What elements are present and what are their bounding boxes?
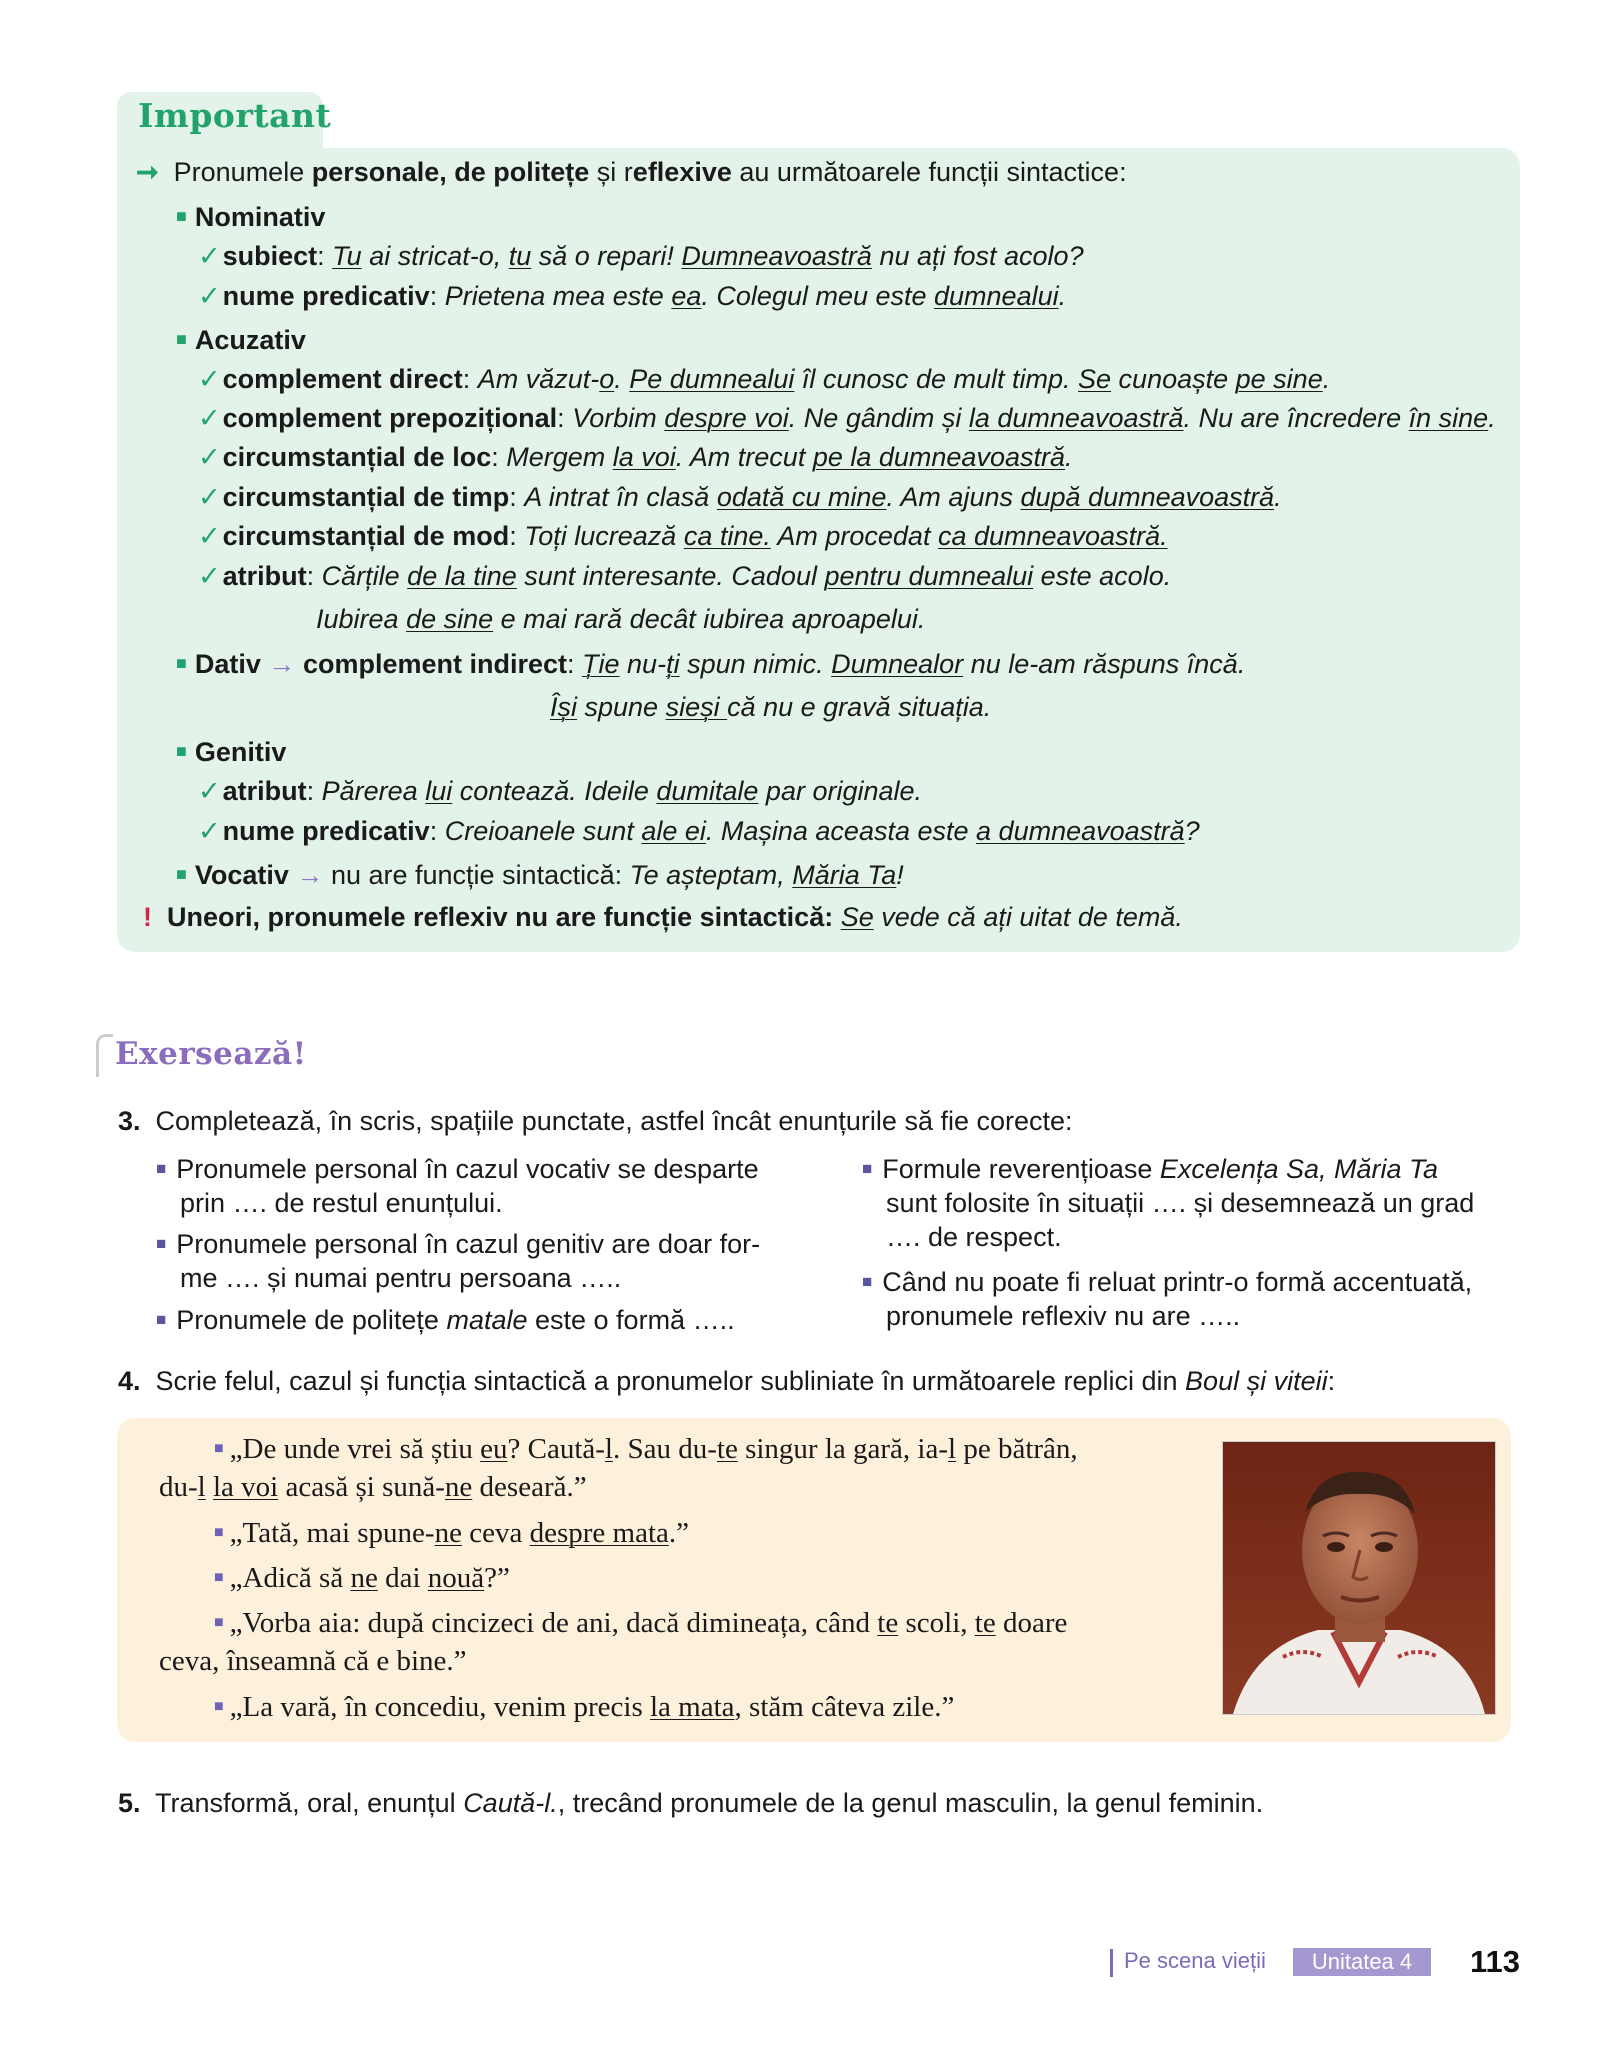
- quote-3: ■ „Adică să ne dai nouă?”: [214, 1562, 510, 1594]
- case-nominativ: ■ Nominativ: [176, 202, 326, 232]
- check-icon: ✓: [198, 816, 221, 846]
- case-genitiv: ■ Genitiv: [176, 737, 287, 767]
- q3-item-2: ■ Pronumele personal în cazul genitiv are doar for- me …. și numai pentru persoana …..: [156, 1229, 761, 1293]
- square-bullet-icon: ■: [214, 1524, 224, 1541]
- footer-divider: [1110, 1949, 1113, 1977]
- square-bullet-icon: ■: [214, 1614, 224, 1631]
- square-bullet-icon: ■: [214, 1440, 224, 1457]
- square-bullet-icon: ■: [156, 1159, 167, 1178]
- important-intro: ➞ Pronumele personale, de politețe și reflexive au următoarele funcții sintactice:: [136, 157, 1127, 187]
- q3-item-3: ■ Pronumele de politețe matale este o formă …..: [156, 1305, 735, 1335]
- footer-unit-badge: Unitatea 4: [1293, 1948, 1431, 1976]
- function-atribut: ✓atribut: Cărțile de la tine sunt interesante. Cadoul pentru dumnealui este acolo.: [198, 561, 1172, 591]
- case-dativ: ■ Dativ → complement indirect: Ție nu-ți spun nimic. Dumnealor nu le-am răspuns încă.: [176, 649, 1246, 679]
- square-bullet-icon: ■: [156, 1310, 167, 1329]
- section-corner-decoration: [96, 1034, 113, 1077]
- question-3: 3. Completează, în scris, spațiile punctate, astfel încât enunțurile să fie corecte:: [118, 1106, 1073, 1136]
- function-circumstantial-loc: ✓circumstanțial de loc: Mergem la voi. Am trecut pe la dumneavoastră.: [198, 442, 1073, 472]
- dativ-example-2: Își spune sieși că nu e gravă situația.: [550, 692, 992, 722]
- arrow-right-icon: ➞: [136, 157, 159, 187]
- footer-section: Pe scena vieții: [1124, 1948, 1266, 1973]
- function-subiect: ✓subiect: Tu ai stricat-o, tu să o repari! Dumneavoastră nu ați fost acolo?: [198, 241, 1084, 271]
- quote-1: ■ „De unde vrei să știu eu? Caută-l. Sau du-te singur la gară, ia-l pe bătrân,: [214, 1433, 1078, 1465]
- arrow-right-icon: →: [296, 860, 324, 890]
- quote-4: ■ „Vorba aia: după cincizeci de ani, dacă dimineața, când te scoli, te doare: [214, 1607, 1068, 1639]
- q3-item-5: ■ Când nu poate fi reluat printr-o formă accentuată, pronumele reflexiv nu are …..: [862, 1267, 1473, 1331]
- important-note: ! Uneori, pronumele reflexiv nu are funcție sintactică: Se vede că ați uitat de temă.: [143, 902, 1183, 932]
- case-acuzativ: ■ Acuzativ: [176, 325, 306, 355]
- page-number: 113: [1470, 1944, 1521, 1979]
- square-bullet-icon: ■: [214, 1698, 224, 1715]
- case-vocativ: ■ Vocativ → nu are funcție sintactică: Te așteptam, Măria Ta!: [176, 860, 904, 890]
- function-circumstantial-timp: ✓circumstanțial de timp: A intrat în clasă odată cu mine. Am ajuns după dumneavoastră.: [198, 482, 1282, 512]
- exclamation-icon: !: [143, 902, 152, 932]
- check-icon: ✓: [198, 403, 221, 433]
- square-bullet-icon: ■: [862, 1272, 873, 1291]
- quote-4-line-2: ceva, înseamnă că e bine.”: [159, 1645, 467, 1677]
- arrow-right-icon: →: [268, 649, 296, 679]
- square-bullet-icon: ■: [176, 329, 187, 349]
- square-bullet-icon: ■: [176, 206, 187, 226]
- check-icon: ✓: [198, 364, 221, 394]
- question-4: 4. Scrie felul, cazul și funcția sintactică a pronumelor subliniate în următoarele replici din Boul și viteii:: [118, 1366, 1336, 1396]
- q3-item-1: ■ Pronumele personal în cazul vocativ se desparte prin …. de restul enunțului.: [156, 1154, 759, 1218]
- quote-2: ■ „Tată, mai spune-ne ceva despre mata.”: [214, 1517, 690, 1549]
- function-complement-prepozitional: ✓complement prepozițional: Vorbim despre voi. Ne gândim și la dumneavoastră. Nu are încredere în sine.: [198, 403, 1496, 433]
- atribut-example-2: Iubirea de sine e mai rară decât iubirea aproapelui.: [316, 604, 926, 634]
- check-icon: ✓: [198, 281, 221, 311]
- question-5: 5. Transformă, oral, enunțul Caută-l., trecând pronumele de la genul masculin, la genul feminin.: [118, 1788, 1264, 1818]
- function-nume-predicativ-genitiv: ✓nume predicativ: Creioanele sunt ale ei. Mașina aceasta este a dumneavoastră?: [198, 816, 1200, 846]
- function-nume-predicativ: ✓nume predicativ: Prietena mea este ea. Colegul meu este dumnealui.: [198, 281, 1067, 311]
- check-icon: ✓: [198, 521, 221, 551]
- check-icon: ✓: [198, 241, 221, 271]
- function-atribut-genitiv: ✓atribut: Părerea lui contează. Ideile dumitale par originale.: [198, 776, 923, 806]
- square-bullet-icon: ■: [176, 864, 187, 884]
- function-complement-direct: ✓complement direct: Am văzut-o. Pe dumnealui îl cunosc de mult timp. Se cunoaște pe sine.: [198, 364, 1331, 394]
- square-bullet-icon: ■: [176, 741, 187, 761]
- important-title: Important: [138, 96, 332, 135]
- square-bullet-icon: ■: [214, 1569, 224, 1586]
- quote-5: ■ „La vară, în concediu, venim precis la mata, stăm câteva zile.”: [214, 1691, 955, 1723]
- square-bullet-icon: ■: [176, 653, 187, 673]
- function-circumstantial-mod: ✓circumstanțial de mod: Toți lucrează ca tine. Am procedat ca dumneavoastră.: [198, 521, 1168, 551]
- check-icon: ✓: [198, 776, 221, 806]
- check-icon: ✓: [198, 482, 221, 512]
- exerseaza-title: Exersează!: [115, 1036, 307, 1072]
- quote-1-line-2: du-l la voi acasă și sună-ne desearǎ.”: [159, 1471, 587, 1503]
- check-icon: ✓: [198, 442, 221, 472]
- q3-item-4: ■ Formule reverențioase Excelența Sa, Măria Ta sunt folosite în situații …. și desemnează un grad …. de respect.: [862, 1154, 1475, 1252]
- portrait-image: [1222, 1441, 1496, 1715]
- square-bullet-icon: ■: [156, 1234, 167, 1253]
- square-bullet-icon: ■: [862, 1159, 873, 1178]
- check-icon: ✓: [198, 561, 221, 591]
